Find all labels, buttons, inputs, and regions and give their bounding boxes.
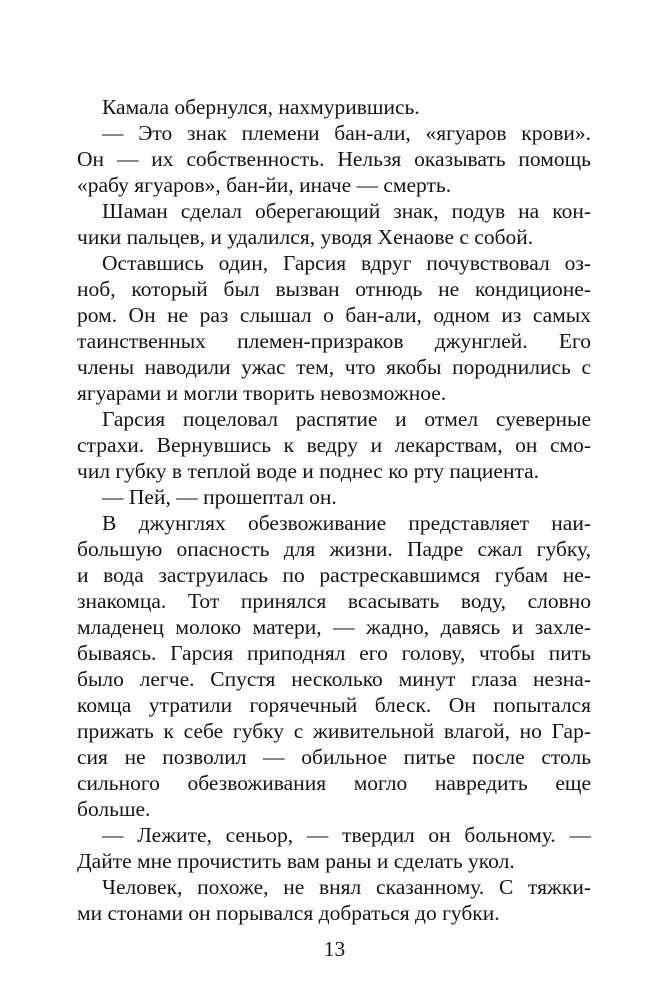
- text-line: ноб, который был вызван отнюдь не кондиционе-: [77, 277, 591, 301]
- text-line: сия не позволил — обильное питье после столь: [77, 745, 591, 769]
- text-line: больше.: [77, 797, 151, 821]
- text-line: ягуарами и могли творить невозможное.: [77, 381, 447, 405]
- text-line: бываясь. Гарсия приподнял его голову, чтобы пить: [77, 641, 591, 665]
- text-line: чил губку в теплой воде и поднес ко рту пациента.: [77, 459, 540, 483]
- text-line: страхи. Вернувшись к ведру и лекарствам, он смо-: [77, 433, 591, 457]
- text-line: ром. Он не раз слышал о бан-али, одном из самых: [77, 303, 591, 327]
- text-line: младенец молоко матери, — жадно, давясь и захле-: [77, 615, 591, 639]
- text-line: Камала обернулся, нахмурившись.: [102, 95, 420, 119]
- text-line: Шаман сделал оберегающий знак, подув на кон-: [102, 199, 591, 223]
- text-line: Человек, похоже, не внял сказанному. С тяжки-: [102, 875, 591, 899]
- text-line: Гарсия поцеловал распятие и отмел суеверные: [102, 407, 591, 431]
- text-line: знакомца. Тот принялся всасывать воду, словно: [77, 589, 591, 613]
- text-line: и вода заструилась по растрескавшимся губам не-: [77, 563, 591, 587]
- text-line: ми стонами он порывался добраться до губки.: [77, 901, 500, 925]
- text-line: Дайте мне прочистить вам раны и сделать укол.: [77, 849, 515, 873]
- text-line: — Пей, — прошептал он.: [102, 485, 337, 509]
- text-line: комца утратили горячечный блеск. Он попытался: [77, 693, 591, 717]
- text-line: чики пальцев, и удалился, уводя Хенаове с собой.: [77, 225, 534, 249]
- text-line: сильного обезвоживания могло навредить еще: [77, 771, 591, 795]
- text-line: — Это знак племени бан-али, «ягуаров крови».: [102, 121, 591, 145]
- text-line: таинственных племен-призраков джунглей. Его: [77, 329, 591, 353]
- text-line: прижать к себе губку с живительной влагой, но Гар-: [77, 719, 591, 743]
- text-line: Он — их собственность. Нельзя оказывать помощь: [77, 147, 591, 171]
- text-line: Оставшись один, Гарсия вдруг почувствовал оз-: [102, 251, 591, 275]
- text-line: «рабу ягуаров», бан-йи, иначе — смерть.: [77, 173, 452, 197]
- text-line: члены наводили ужас тем, что якобы породнились с: [77, 355, 591, 379]
- text-line: было легче. Спустя несколько минут глаза незна-: [77, 667, 591, 691]
- page-number: 13: [323, 937, 346, 961]
- text-line: большую опасность для жизни. Падре сжал губку,: [77, 537, 591, 561]
- text-line: В джунглях обезвоживание представляет наи-: [102, 511, 591, 535]
- text-line: — Лежите, сеньор, — твердил он больному. —: [102, 823, 591, 847]
